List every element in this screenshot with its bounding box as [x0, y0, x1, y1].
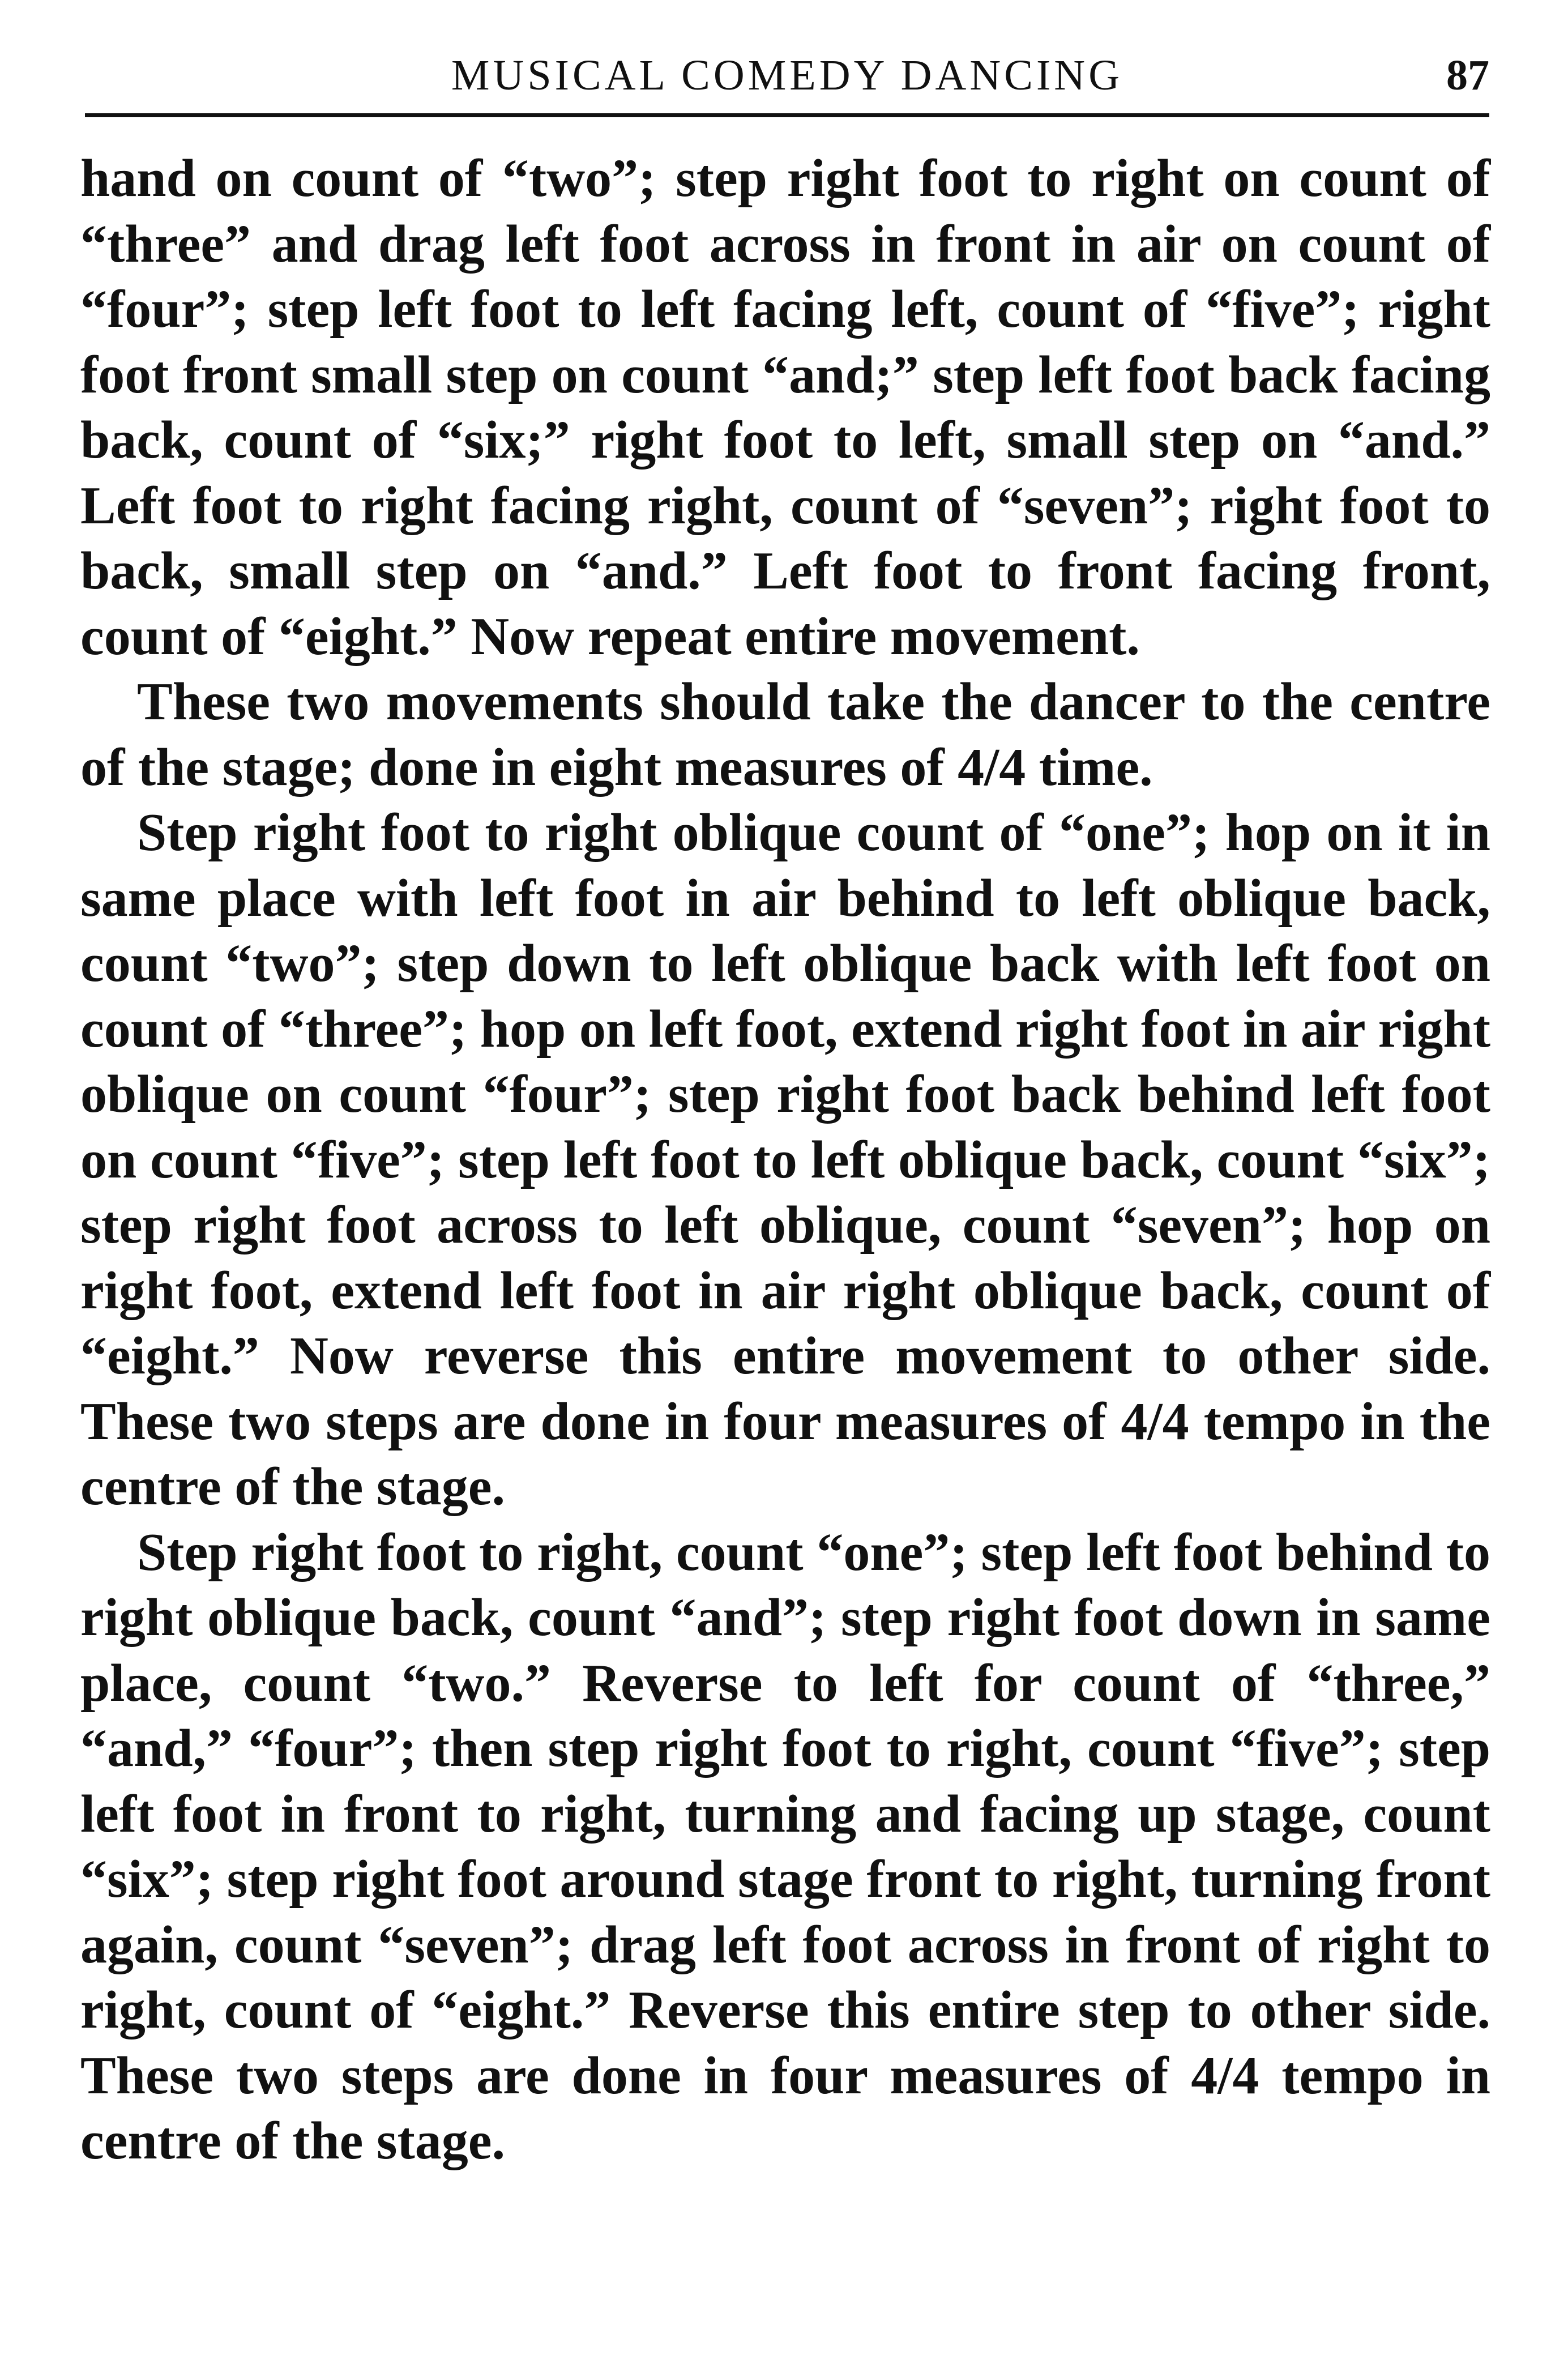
running-title: MUSICAL COMEDY DANCING: [451, 52, 1123, 99]
header-rule: [85, 113, 1489, 117]
paragraph: Step right foot to right, count “one”; step left foot behind to right oblique back, count “and”; step right foot down in same place, count “two.” Reverse to left for count of “three,” “and,” “four”; then step right foot to right, count “five”; step left foot in front to right, turning and facing up stage, count “six”; step right foot around stage front to right, turning front again, count “seven”; drag left foot across in front of right to right, count of “eight.” Reverse this entire step to other side. These two steps are done in four measures of 4/4 tempo in centre of the stage.: [80, 1522, 1490, 2170]
running-head: [85, 34, 1489, 119]
paragraph-continued: hand on count of “two”; step right foot to right on count of “three” and drag left foot across in front in air on count of “four”; step left foot to left facing left, count of “five”; right foot front small step on count “and;” step left foot back facing back, count of “six;” right foot to left, small step on “and.” Left foot to right facing right, count of “seven”; right foot to back, small step on “and.” Left foot to front facing front, count of “eight.” Now repeat entire movement.: [80, 149, 1490, 666]
paragraph: Step right foot to right oblique count of “one”; hop on it in same place with left foot in air behind to left oblique back, count “two”; step down to left oblique back with left foot on count of “three”; hop on left foot, extend right foot in air right oblique on count “four”; step right foot back behind left foot on count “five”; step left foot to left oblique back, count “six”; step right foot across to left oblique, count “seven”; hop on right foot, extend left foot in air right oblique back, count of “eight.” Now reverse this entire movement to other side. These two steps are done in four measures of 4/4 tempo in the centre of the stage.: [80, 803, 1490, 1516]
body-text: [80, 146, 1490, 2174]
paragraph: These two movements should take the dancer to the centre of the stage; done in eight measures of 4/4 time.: [80, 672, 1490, 797]
page-number: 87: [1446, 52, 1489, 99]
